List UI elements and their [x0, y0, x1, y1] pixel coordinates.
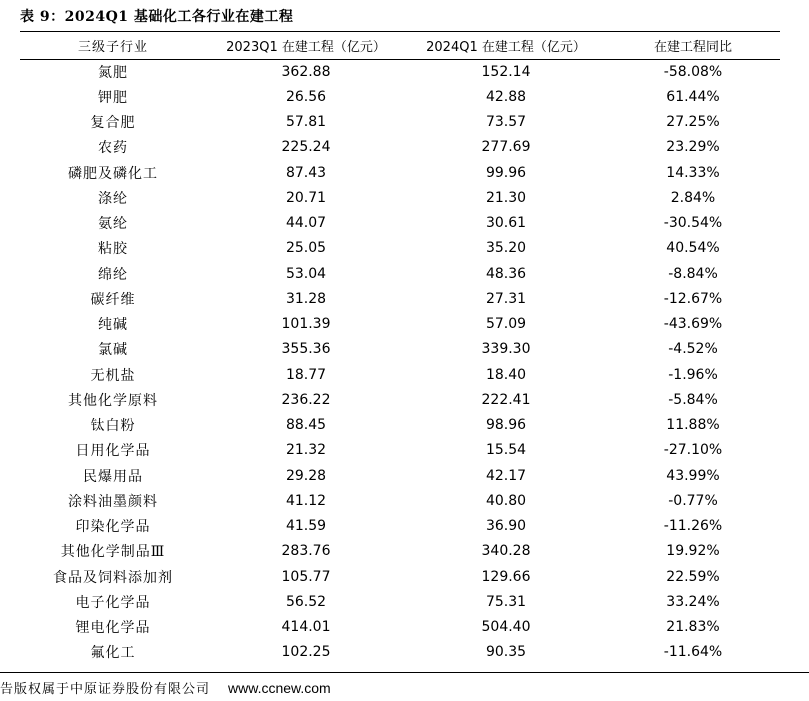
cell-subindustry: 日用化学品 [75, 443, 151, 460]
table-title: 表 9：2024Q1 基础化工各行业在建工程 [20, 9, 294, 25]
cell-yoy: 22.59% [666, 568, 720, 585]
cell-subindustry: 钛白粉 [90, 418, 136, 435]
cell-subindustry: 锂电化学品 [75, 620, 151, 637]
cell-2024q1: 222.41 [481, 391, 531, 408]
table-row [20, 110, 780, 135]
table-row [20, 160, 780, 185]
table-row [20, 640, 780, 665]
header-subindustry: 三级子行业 [77, 39, 148, 55]
cell-yoy: -43.69% [663, 316, 723, 333]
cell-2023q1: 26.56 [285, 88, 327, 105]
cell-2024q1: 30.61 [485, 215, 527, 232]
cell-2024q1: 42.88 [485, 88, 527, 105]
cell-subindustry: 粘胶 [98, 241, 128, 258]
cell-yoy: -27.10% [663, 442, 723, 459]
cell-2024q1: 42.17 [485, 467, 527, 484]
table-row [20, 564, 780, 589]
cell-yoy: -30.54% [663, 215, 723, 232]
table-row [20, 387, 780, 412]
cell-subindustry: 氨纶 [98, 216, 128, 233]
cell-subindustry: 复合肥 [90, 115, 136, 132]
header-2024q1: 2024Q1 在建工程（亿元） [426, 39, 586, 55]
cell-subindustry: 钾肥 [98, 89, 128, 106]
cell-2024q1: 99.96 [485, 164, 527, 181]
cell-yoy: 2.84% [670, 189, 716, 206]
cell-2024q1: 18.40 [485, 366, 527, 383]
table-row [20, 261, 780, 286]
table-row [20, 463, 780, 488]
cell-2024q1: 48.36 [485, 265, 527, 282]
cell-2023q1: 101.39 [281, 316, 331, 333]
cell-subindustry: 农药 [98, 140, 128, 157]
cell-subindustry: 民爆用品 [83, 468, 143, 485]
cell-yoy: -4.52% [668, 341, 718, 358]
cell-yoy: -5.84% [668, 391, 718, 408]
footer-copyright: 告版权属于中原证券股份有限公司 [0, 682, 211, 697]
table-row [20, 438, 780, 463]
table-header-row [20, 31, 780, 59]
table-row [20, 589, 780, 614]
cell-yoy: 14.33% [666, 164, 720, 181]
cell-subindustry: 纯碱 [98, 317, 128, 334]
cell-subindustry: 其他化学原料 [68, 392, 158, 409]
cell-2024q1: 277.69 [481, 139, 531, 156]
cell-2024q1: 15.54 [485, 442, 527, 459]
data-table [20, 31, 780, 665]
table-body [20, 59, 780, 665]
cell-2024q1: 504.40 [481, 619, 531, 636]
cell-2024q1: 152.14 [481, 63, 531, 80]
cell-2023q1: 225.24 [281, 139, 331, 156]
table-row [20, 413, 780, 438]
cell-2023q1: 20.71 [285, 189, 327, 206]
cell-2023q1: 355.36 [281, 341, 331, 358]
table-row [20, 514, 780, 539]
table-row [20, 135, 780, 160]
cell-2023q1: 88.45 [285, 417, 327, 434]
cell-2024q1: 21.30 [485, 189, 527, 206]
cell-yoy: -11.64% [663, 644, 723, 661]
cell-2024q1: 35.20 [485, 240, 527, 257]
header-rule [20, 59, 780, 60]
cell-subindustry: 食品及饲料添加剂 [53, 569, 173, 586]
cell-yoy: -12.67% [663, 290, 723, 307]
table-row [20, 211, 780, 236]
cell-subindustry: 氯碱 [98, 342, 128, 359]
cell-2023q1: 236.22 [281, 391, 331, 408]
table-row [20, 84, 780, 109]
cell-subindustry: 印染化学品 [75, 519, 151, 536]
cell-2024q1: 90.35 [485, 644, 527, 661]
cell-2023q1: 53.04 [285, 265, 327, 282]
cell-subindustry: 磷肥及磷化工 [68, 165, 158, 182]
cell-2023q1: 41.59 [285, 518, 327, 535]
cell-subindustry: 氟化工 [90, 645, 136, 662]
cell-yoy: 40.54% [666, 240, 720, 257]
table-row [20, 185, 780, 210]
table-row [20, 488, 780, 513]
cell-yoy: -1.96% [668, 366, 718, 383]
table-row [20, 286, 780, 311]
cell-2023q1: 29.28 [285, 467, 327, 484]
cell-yoy: 21.83% [666, 619, 720, 636]
cell-subindustry: 碳纤维 [90, 291, 136, 308]
footer [0, 678, 331, 697]
cell-2023q1: 283.76 [281, 543, 331, 560]
cell-2024q1: 339.30 [481, 341, 531, 358]
cell-2023q1: 44.07 [285, 215, 327, 232]
cell-yoy: 23.29% [666, 139, 720, 156]
cell-2024q1: 36.90 [485, 518, 527, 535]
cell-subindustry: 涤纶 [98, 190, 128, 207]
cell-2024q1: 75.31 [485, 593, 527, 610]
cell-yoy: 33.24% [666, 593, 720, 610]
cell-2023q1: 102.25 [281, 644, 331, 661]
cell-2024q1: 27.31 [485, 290, 527, 307]
header-2023q1: 2023Q1 在建工程（亿元） [226, 39, 386, 55]
cell-yoy: 27.25% [666, 114, 720, 131]
table-row [20, 337, 780, 362]
cell-2023q1: 362.88 [281, 63, 331, 80]
bottom-rule [0, 672, 809, 673]
cell-subindustry: 其他化学制品Ⅲ [60, 544, 166, 561]
cell-subindustry: 氮肥 [98, 64, 128, 81]
cell-2023q1: 105.77 [281, 568, 331, 585]
header-yoy: 在建工程同比 [653, 39, 732, 55]
cell-yoy: -8.84% [668, 265, 718, 282]
cell-subindustry: 绵纶 [98, 266, 128, 283]
table-row [20, 236, 780, 261]
cell-yoy: -0.77% [668, 492, 718, 509]
footer-url[interactable]: www.ccnew.com [228, 679, 331, 696]
table-row [20, 539, 780, 564]
cell-2024q1: 98.96 [485, 417, 527, 434]
cell-2024q1: 129.66 [481, 568, 531, 585]
cell-subindustry: 无机盐 [90, 367, 136, 384]
cell-2023q1: 25.05 [285, 240, 327, 257]
table-row [20, 615, 780, 640]
table-row [20, 362, 780, 387]
cell-2024q1: 57.09 [485, 316, 527, 333]
table-row [20, 59, 780, 84]
cell-yoy: -11.26% [663, 518, 723, 535]
cell-subindustry: 电子化学品 [75, 594, 151, 611]
cell-2024q1: 340.28 [481, 543, 531, 560]
cell-yoy: 43.99% [666, 467, 720, 484]
cell-yoy: 19.92% [666, 543, 720, 560]
cell-2024q1: 73.57 [485, 114, 527, 131]
cell-2023q1: 41.12 [285, 492, 327, 509]
cell-2023q1: 21.32 [285, 442, 327, 459]
cell-yoy: -58.08% [663, 63, 723, 80]
cell-2023q1: 31.28 [285, 290, 327, 307]
table-row [20, 312, 780, 337]
cell-yoy: 11.88% [666, 417, 720, 434]
cell-2023q1: 414.01 [281, 619, 331, 636]
cell-yoy: 61.44% [666, 88, 720, 105]
cell-2023q1: 57.81 [285, 114, 327, 131]
cell-2023q1: 18.77 [285, 366, 327, 383]
cell-subindustry: 涂料油墨颜料 [68, 493, 158, 510]
cell-2023q1: 87.43 [285, 164, 327, 181]
cell-2024q1: 40.80 [485, 492, 527, 509]
cell-2023q1: 56.52 [285, 593, 327, 610]
